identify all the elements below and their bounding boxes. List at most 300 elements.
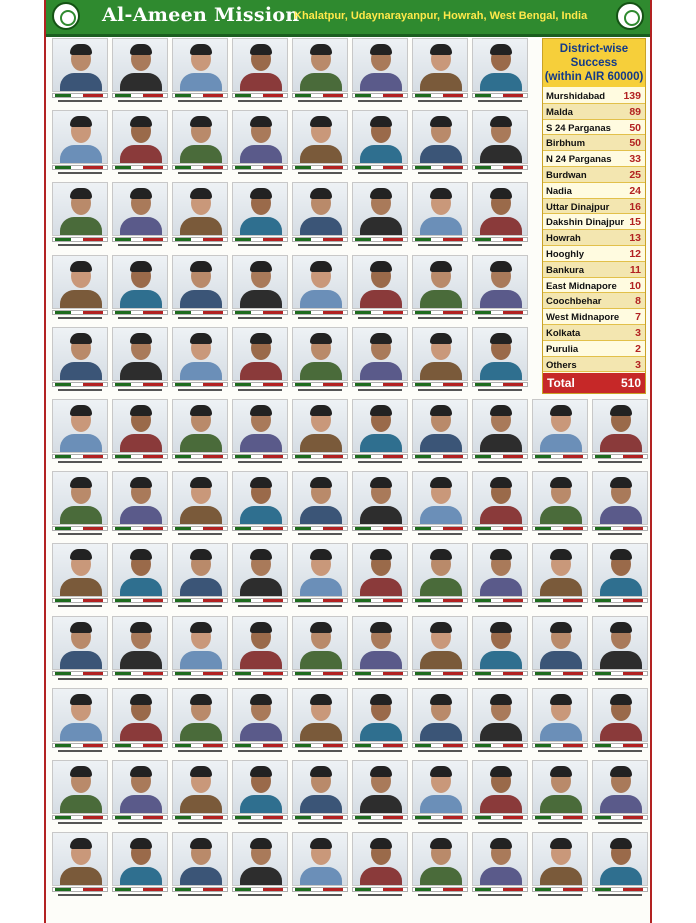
student-card [232,471,288,539]
photo-torso [300,434,342,453]
student-card [52,182,108,250]
marks-tag [355,744,371,747]
mission-logo-left [52,2,80,30]
student-photo [52,616,108,670]
air-tag [203,816,223,819]
student-name-line [418,605,462,607]
photo-hair [250,694,272,705]
air-tag [83,888,103,891]
photo-torso [120,578,162,597]
student-name-line [358,389,402,391]
student-photo [532,832,588,886]
air-tag [443,888,463,891]
photo-torso [420,867,462,886]
student-name-line [178,605,222,607]
marks-tag [415,383,431,386]
student-photo [532,543,588,597]
district-count: 12 [629,248,641,260]
photo-hair [370,188,392,199]
air-tag [203,455,223,458]
student-photo [592,399,648,453]
student-card [232,832,288,900]
marks-tag [295,527,311,530]
air-tag [203,383,223,386]
student-card [112,327,168,395]
photo-torso [420,651,462,670]
photo-hair [430,549,452,560]
marks-air-strip [532,671,588,676]
marks-tag [235,455,251,458]
student-photo [292,255,348,309]
photo-torso [180,651,222,670]
student-name-line [118,605,162,607]
marks-tag [355,816,371,819]
marks-tag [55,888,71,891]
photo-torso [420,290,462,309]
student-photo [592,616,648,670]
student-photo [412,110,468,164]
student-name-line [298,172,342,174]
student-name-line [118,750,162,752]
photo-hair [250,838,272,849]
student-photo [172,110,228,164]
student-name-line [478,678,522,680]
marks-air-strip [292,165,348,170]
marks-air-strip [352,526,408,531]
student-photo [172,255,228,309]
photo-torso [60,578,102,597]
marks-tag [235,672,251,675]
photo-torso [360,290,402,309]
district-name: S 24 Parganas [546,122,611,134]
student-photo [52,688,108,742]
student-photo [52,38,108,92]
student-card [532,688,588,756]
air-tag [563,599,583,602]
marks-air-strip [172,526,228,531]
student-photo [172,616,228,670]
air-tag [263,455,283,458]
marks-tag [295,455,311,458]
air-tag [623,888,643,891]
student-card [232,327,288,395]
student-name-line [478,822,522,824]
marks-air-strip [112,382,168,387]
marks-air-strip [52,93,108,98]
photo-torso [60,362,102,381]
air-tag [503,455,523,458]
district-row [543,341,645,357]
photo-torso [60,867,102,886]
air-tag [83,744,103,747]
photo-torso [300,578,342,597]
student-card [112,760,168,828]
student-card [412,543,468,611]
student-card [472,327,528,395]
student-name-line [478,244,522,246]
student-card [532,471,588,539]
photo-torso [420,145,462,164]
district-count: 16 [629,200,641,213]
air-tag [443,455,463,458]
student-name-line [418,100,462,102]
photo-torso [180,362,222,381]
marks-air-strip [172,743,228,748]
photo-torso [240,795,282,814]
marks-air-strip [472,310,528,315]
air-tag [323,888,343,891]
marks-tag [355,527,371,530]
photo-hair [490,188,512,199]
photo-torso [540,723,582,742]
district-count: 50 [629,121,641,134]
student-card [532,760,588,828]
student-photo [352,832,408,886]
marks-tag [55,311,71,314]
student-photo [472,543,528,597]
student-name-line [118,172,162,174]
photo-hair [250,549,272,560]
air-tag [503,238,523,241]
photo-hair [190,44,212,55]
district-row [543,120,645,136]
student-name-line [238,894,282,896]
student-photo [592,471,648,525]
marks-tag [595,455,611,458]
student-photo [112,760,168,814]
marks-tag [235,383,251,386]
student-name-line [418,389,462,391]
photo-hair [310,261,332,272]
photo-hair [430,261,452,272]
marks-air-strip [532,815,588,820]
marks-tag [475,383,491,386]
marks-air-strip [412,887,468,892]
photo-torso [120,290,162,309]
marks-tag [115,672,131,675]
student-photo [112,110,168,164]
student-photo [112,688,168,742]
marks-air-strip [112,237,168,242]
district-row [543,183,645,199]
marks-air-strip [112,93,168,98]
student-name-line [478,172,522,174]
photo-torso [180,867,222,886]
photo-torso [420,73,462,92]
marks-air-strip [172,671,228,676]
marks-tag [415,527,431,530]
district-name: West Midnapore [546,312,620,324]
marks-tag [175,744,191,747]
air-tag [83,455,103,458]
air-tag [443,383,463,386]
air-tag [383,311,403,314]
student-card [592,471,648,539]
photo-hair [550,622,572,633]
student-name-line [178,461,222,463]
district-count: 2 [635,342,641,355]
photo-hair [310,694,332,705]
air-tag [83,816,103,819]
student-card [472,471,528,539]
student-name-line [58,100,102,102]
marks-air-strip [592,815,648,820]
marks-tag [55,94,71,97]
student-name-line [598,750,642,752]
student-photo [352,399,408,453]
student-name-line [598,678,642,680]
student-card [412,327,468,395]
photo-hair [430,477,452,488]
student-name-line [298,100,342,102]
photo-torso [240,73,282,92]
student-name-line [298,750,342,752]
marks-tag [175,311,191,314]
student-name-line [238,389,282,391]
district-name: Dakshin Dinajpur [546,217,625,229]
photo-hair [130,333,152,344]
photo-hair [490,838,512,849]
photo-hair [190,838,212,849]
student-card [472,38,528,106]
photo-torso [60,434,102,453]
marks-air-strip [112,310,168,315]
marks-air-strip [52,165,108,170]
photo-hair [310,766,332,777]
air-tag [323,527,343,530]
district-count: 13 [629,232,641,245]
photo-hair [130,44,152,55]
photo-hair [250,333,272,344]
marks-air-strip [52,526,108,531]
photo-hair [250,766,272,777]
student-photo [412,327,468,381]
marks-air-strip [232,93,288,98]
district-count: 25 [629,169,641,181]
marks-air-strip [52,310,108,315]
photo-hair [550,549,572,560]
student-photo [352,38,408,92]
student-card [532,832,588,900]
marks-air-strip [112,671,168,676]
student-name-line [418,461,462,463]
student-photo [232,616,288,670]
heading-line-3: (within AIR 60000) [544,71,644,83]
photo-torso [600,506,642,525]
photo-hair [370,405,392,416]
student-card [412,832,468,900]
district-name: Purulia [546,343,579,355]
student-card [172,182,228,250]
photo-hair [130,116,152,127]
student-card [112,182,168,250]
student-photo [352,543,408,597]
student-photo [232,38,288,92]
photo-torso [180,217,222,236]
marks-air-strip [112,454,168,459]
photo-torso [480,217,522,236]
air-tag [203,94,223,97]
air-tag [443,311,463,314]
air-tag [203,527,223,530]
marks-air-strip [292,526,348,531]
student-name-line [118,533,162,535]
student-card [112,399,168,467]
marks-tag [295,744,311,747]
student-name-line [298,317,342,319]
photo-hair [430,44,452,55]
photo-torso [60,651,102,670]
marks-air-strip [52,382,108,387]
student-name-line [178,894,222,896]
photo-torso [240,867,282,886]
photo-torso [360,434,402,453]
marks-air-strip [532,526,588,531]
marks-tag [355,238,371,241]
student-photo [112,182,168,236]
student-card [412,688,468,756]
marks-tag [235,238,251,241]
student-photo [52,760,108,814]
photo-torso [300,73,342,92]
photo-torso [600,723,642,742]
student-name-line [358,317,402,319]
student-card [292,38,348,106]
photo-torso [240,362,282,381]
student-photo [232,182,288,236]
student-photo [52,327,108,381]
air-tag [83,383,103,386]
marks-air-strip [292,382,348,387]
student-photo [472,255,528,309]
air-tag [443,238,463,241]
marks-air-strip [232,237,288,242]
student-card [292,399,348,467]
marks-air-strip [172,237,228,242]
photo-hair [310,44,332,55]
student-photo [292,832,348,886]
photo-hair [70,694,92,705]
student-name-line [538,894,582,896]
air-tag [203,166,223,169]
student-photo [172,182,228,236]
marks-tag [475,888,491,891]
photo-torso [480,73,522,92]
air-tag [143,383,163,386]
student-card [472,182,528,250]
air-tag [323,816,343,819]
marks-air-strip [232,310,288,315]
photo-torso [60,795,102,814]
marks-air-strip [292,815,348,820]
marks-air-strip [412,93,468,98]
air-tag [263,744,283,747]
student-card [232,399,288,467]
marks-tag [55,527,71,530]
marks-air-strip [232,382,288,387]
photo-hair [370,477,392,488]
student-card [352,327,408,395]
photo-hair [130,766,152,777]
photo-torso [480,506,522,525]
student-card [112,832,168,900]
marks-air-strip [472,526,528,531]
marks-tag [115,888,131,891]
marks-tag [115,527,131,530]
district-name: Burdwan [546,170,587,181]
district-name: Birbhum [546,138,586,150]
student-photo [232,471,288,525]
marks-tag [415,238,431,241]
marks-tag [175,166,191,169]
total-row [543,373,645,393]
student-photo [592,832,648,886]
student-photo [172,38,228,92]
student-card [232,38,288,106]
student-card [472,255,528,323]
student-photo [292,182,348,236]
marks-air-strip [412,310,468,315]
student-photo [172,688,228,742]
marks-air-strip [352,310,408,315]
marks-air-strip [52,887,108,892]
marks-air-strip [352,598,408,603]
photo-torso [120,651,162,670]
district-row [543,88,645,104]
marks-air-strip [112,887,168,892]
marks-tag [175,599,191,602]
marks-tag [115,383,131,386]
heading-line-2: Success [570,57,618,69]
district-name: Murshidabad [546,91,606,102]
marks-air-strip [52,237,108,242]
photo-torso [180,506,222,525]
photo-hair [250,44,272,55]
student-name-line [598,605,642,607]
marks-air-strip [472,382,528,387]
student-photo [232,760,288,814]
photo-hair [70,838,92,849]
district-row [543,293,645,309]
total-label: Total [547,376,575,390]
marks-air-strip [412,598,468,603]
photo-torso [300,145,342,164]
marks-air-strip [172,382,228,387]
student-name-line [58,533,102,535]
student-photo [112,616,168,670]
photo-hair [370,333,392,344]
marks-tag [475,816,491,819]
marks-air-strip [472,671,528,676]
student-card [472,543,528,611]
student-card [592,832,648,900]
marks-air-strip [472,454,528,459]
student-name-line [298,389,342,391]
student-photo [172,399,228,453]
air-tag [563,816,583,819]
student-name-line [238,461,282,463]
marks-tag [355,166,371,169]
photo-hair [490,44,512,55]
photo-hair [610,766,632,777]
air-tag [503,383,523,386]
marks-tag [535,455,551,458]
student-card [472,399,528,467]
photo-hair [130,405,152,416]
marks-tag [235,888,251,891]
air-tag [263,94,283,97]
results-poster [44,0,652,923]
